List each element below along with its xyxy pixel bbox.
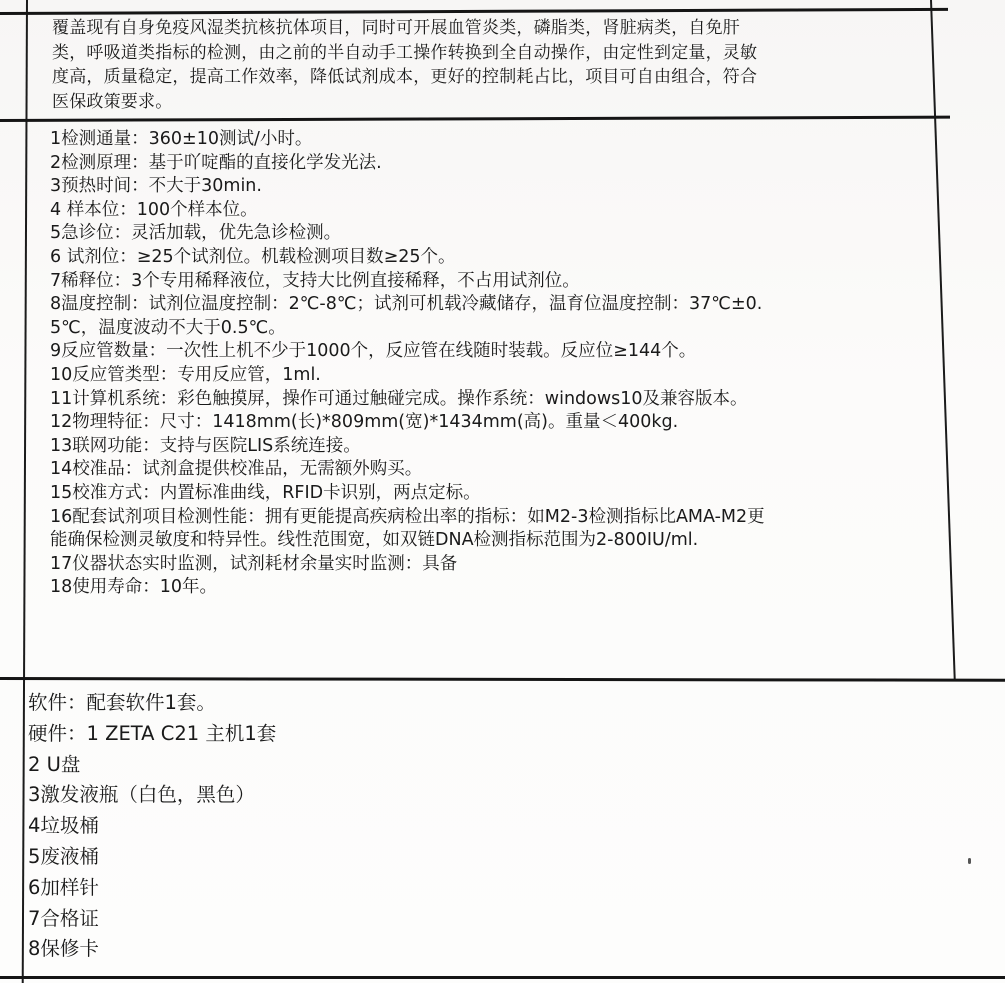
spec-principle: 2检测原理：基于吖啶酯的直接化学发光法. bbox=[50, 152, 382, 173]
spec-networking: 13联网功能：支持与医院LIS系统连接。 bbox=[50, 435, 361, 456]
description-cell bbox=[52, 16, 922, 114]
spec-temperature-control: 8温度控制：试剂位温度控制：2℃-8℃；试剂可机载冷藏储存，温育位温度控制：37℃±0. bbox=[50, 294, 763, 315]
spec-temperature-control-cont: 5℃，温度波动不大于0.5℃。 bbox=[50, 317, 286, 338]
spec-calibrator: 14校准品：试剂盒提供校准品，无需额外购买。 bbox=[50, 459, 423, 480]
description-line: 覆盖现有自身免疫风湿类抗核抗体项目，同时可开展血管炎类，磷脂类，肾脏病类，自免肝 bbox=[52, 18, 740, 38]
config-item: 4垃圾桶 bbox=[28, 814, 99, 838]
row-divider-description-specs bbox=[0, 116, 950, 122]
spec-cuvette-type: 10反应管类型：专用反应管，1ml. bbox=[50, 364, 321, 385]
config-item: 7合格证 bbox=[28, 906, 99, 930]
spec-computer-system: 11计算机系统：彩色触摸屏，操作可通过触碰完成。操作系统：windows10及兼容版本。 bbox=[50, 388, 748, 409]
config-software: 软件：配套软件1套。 bbox=[28, 691, 216, 714]
spec-dilution-positions: 7稀释位：3个专用稀释液位，支持大比例直接稀释，不占用试剂位。 bbox=[50, 270, 580, 291]
spec-throughput: 1检测通量：360±10测试/小时。 bbox=[50, 129, 313, 149]
spec-emergency-position: 5急诊位：灵活加载，优先急诊检测。 bbox=[50, 223, 342, 244]
spec-cuvette-quantity: 9反应管数量：一次性上机不少于1000个，反应管在线随时装载。反应位≥144个。 bbox=[50, 341, 697, 362]
spec-sample-positions: 4 样本位：100个样本位。 bbox=[50, 199, 258, 220]
row-divider-specs-config bbox=[0, 677, 1005, 682]
description-line: 度高，质量稳定，提高工作效率，降低试剂成本，更好的控制耗占比，项目可自由组合，符合 bbox=[52, 67, 758, 87]
configuration-cell bbox=[28, 688, 528, 965]
spec-status-monitoring: 17仪器状态实时监测，试剂耗材余量实时监测：具备 bbox=[50, 553, 458, 574]
spec-reagent-performance: 16配套试剂项目检测性能：拥有更能提高疾病检出率的指标：如M2-3检测指标比AMA-M2更 bbox=[50, 506, 765, 527]
spec-calibration-method: 15校准方式：内置标准曲线，RFID卡识别，两点定标。 bbox=[50, 482, 481, 503]
spec-physical: 12物理特征：尺寸：1418mm(长)*809mm(宽)*1434mm(高)。重量＜400kg. bbox=[50, 412, 679, 433]
config-item: 8保修卡 bbox=[28, 937, 99, 961]
description-line: 类，呼吸道类指标的检测，由之前的半自动手工操作转换到全自动操作，由定性到定量，灵敏 bbox=[52, 42, 758, 63]
config-item: 3激发液瓶（白色，黑色） bbox=[28, 783, 255, 807]
config-hardware: 硬件：1 ZETA C21 主机1套 bbox=[28, 721, 277, 745]
row-divider-top bbox=[0, 8, 948, 15]
spec-warmup: 3预热时间：不大于30min. bbox=[50, 176, 262, 197]
spec-service-life: 18使用寿命：10年。 bbox=[50, 577, 218, 598]
spec-reagent-performance-cont: 能确保检测灵敏度和特异性。线性范围宽，如双链DNA检测指标范围为2-800IU/ml. bbox=[50, 530, 699, 551]
row-divider-bottom bbox=[0, 976, 1005, 979]
spec-reagent-positions: 6 试剂位：≥25个试剂位。机载检测项目数≥25个。 bbox=[50, 246, 456, 267]
config-item: 6加样针 bbox=[28, 875, 99, 899]
description-line: 医保政策要求。 bbox=[52, 91, 173, 112]
specifications-cell bbox=[50, 128, 980, 600]
config-item: 2 U盘 bbox=[28, 752, 81, 776]
config-item: 5废液桶 bbox=[28, 844, 99, 868]
paper-speck bbox=[968, 858, 971, 864]
